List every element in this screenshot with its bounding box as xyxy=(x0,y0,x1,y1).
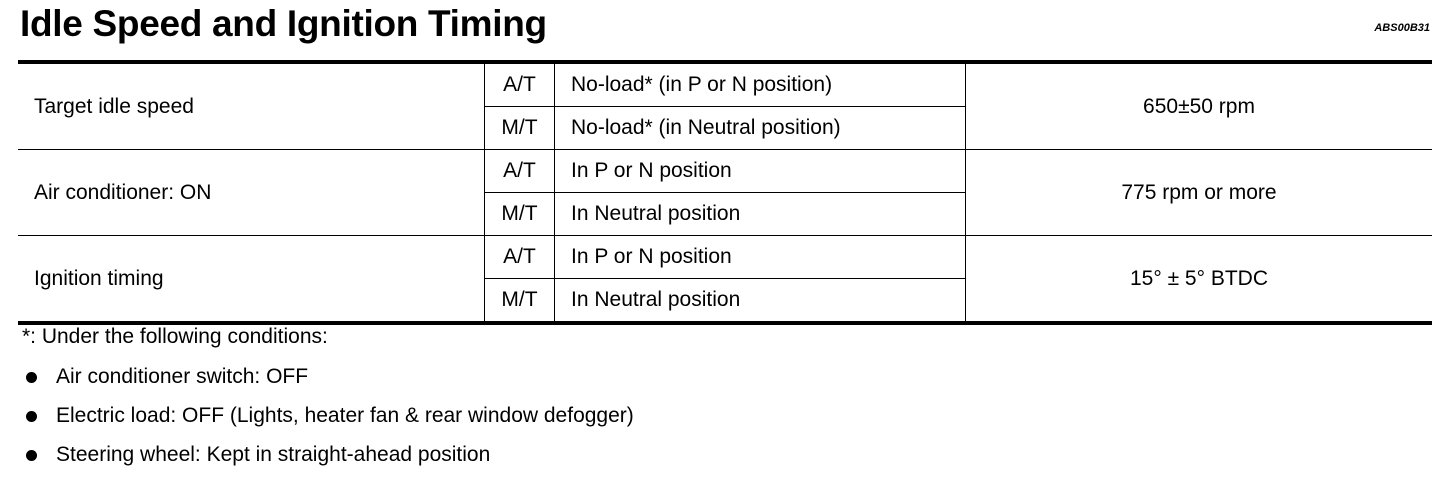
list-item-text: Electric load: OFF (Lights, heater fan & rear window defogger) xyxy=(56,404,634,427)
bullet-icon xyxy=(26,372,37,383)
condition-cell: In P or N position xyxy=(555,236,966,279)
list-item xyxy=(22,401,634,440)
list-item xyxy=(22,362,634,401)
condition-cell: In Neutral position xyxy=(555,193,966,236)
transmission-cell: M/T xyxy=(485,193,555,236)
transmission-cell: A/T xyxy=(485,150,555,193)
conditions-list xyxy=(22,362,634,479)
value-cell: 15° ± 5° BTDC xyxy=(966,236,1433,324)
item-cell: Target idle speed xyxy=(18,62,485,150)
condition-cell: In P or N position xyxy=(555,150,966,193)
item-cell: Ignition timing xyxy=(18,236,485,324)
table-row xyxy=(18,150,1432,193)
page-title: Idle Speed and Ignition Timing xyxy=(20,3,547,44)
transmission-cell: A/T xyxy=(485,236,555,279)
item-cell: Air conditioner: ON xyxy=(18,150,485,236)
table-row xyxy=(18,62,1432,107)
transmission-cell: M/T xyxy=(485,107,555,150)
transmission-cell: A/T xyxy=(485,62,555,107)
bullet-icon xyxy=(26,450,37,461)
document-code: ABS00B31 xyxy=(1374,22,1430,34)
bullet-icon xyxy=(26,411,37,422)
list-item-text: Air conditioner switch: OFF xyxy=(56,365,309,388)
spec-table xyxy=(18,60,1432,325)
transmission-cell: M/T xyxy=(485,279,555,324)
table-row xyxy=(18,236,1432,279)
list-item xyxy=(22,440,634,479)
condition-cell: No-load* (in Neutral position) xyxy=(555,107,966,150)
value-cell: 650±50 rpm xyxy=(966,62,1433,150)
condition-cell: In Neutral position xyxy=(555,279,966,324)
footnote: *: Under the following conditions: xyxy=(22,325,328,348)
condition-cell: No-load* (in P or N position) xyxy=(555,62,966,107)
value-cell: 775 rpm or more xyxy=(966,150,1433,236)
list-item-text: Steering wheel: Kept in straight-ahead position xyxy=(56,443,491,466)
